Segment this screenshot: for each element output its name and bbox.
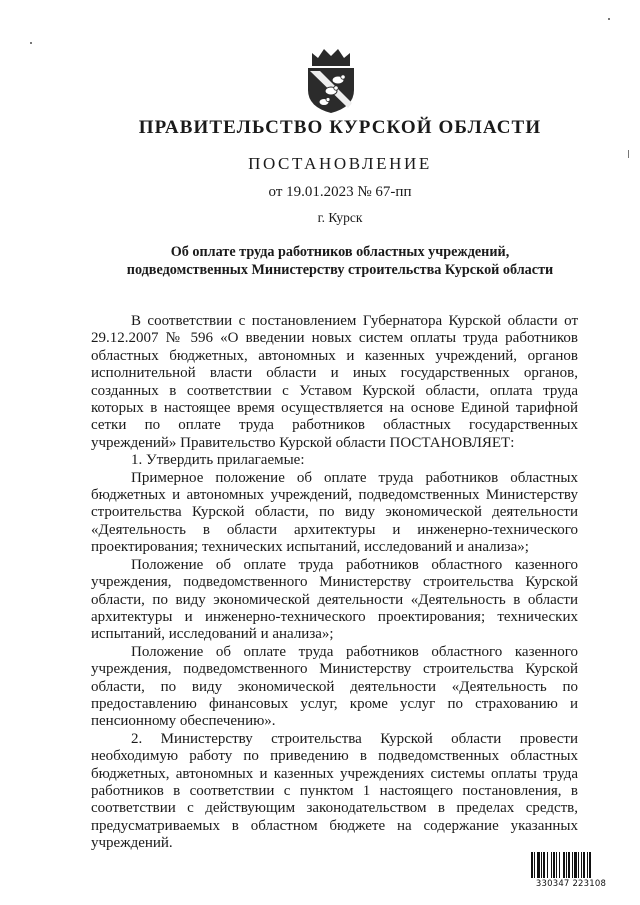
document-type: ПОСТАНОВЛЕНИЕ <box>248 154 432 173</box>
heading-line-2: подведомственных Министерству строительства Курской области <box>126 262 554 278</box>
barcode-icon <box>531 852 611 878</box>
body-paragraph-regulation-2: Положение об оплате труда работников областного казенного учреждения, подведомственного Министерству строительства Курской области, по виду экономической деятельности «Деятельность в области архитектуры и инженерно-технического проектирования; технических испытаний, исследований и анализа»; <box>91 556 578 643</box>
body-paragraph-regulation-3: Положение об оплате труда работников областного казенного учреждения, подведомственного Министерству строительства Курской области, по виду экономической деятельности «Деятельность по предоставлению финансовых услуг, кроме услуг по страхованию и пенсионному обеспечению». <box>91 643 578 730</box>
document-city: г. Курск <box>317 210 363 225</box>
document-date-number: от 19.01.2023 № 67-пп <box>268 184 412 200</box>
document-heading <box>100 243 580 279</box>
scan-speck <box>30 42 32 44</box>
heading-line-1: Об оплате труда работников областных учреждений, <box>170 244 510 260</box>
body-paragraph-regulation-1: Примерное положение об оплате труда работников областных бюджетных и автономных учреждений, подведомственных Министерству строительства Курской области, по виду экономической деятельности «Деятельность в области архитектуры и инженерно-технического проектирования; технических испытаний, исследований и анализа»; <box>91 469 578 556</box>
scan-speck <box>608 18 610 20</box>
barcode-number: 330347 223108 <box>535 879 607 889</box>
scan-speck <box>628 150 629 158</box>
government-title: ПРАВИТЕЛЬСТВО КУРСКОЙ ОБЛАСТИ <box>138 117 542 138</box>
body-paragraph-item-1: 1. Утвердить прилагаемые: <box>131 452 305 469</box>
body-paragraph-preamble: В соответствии с постановлением Губернатора Курской области от 29.12.2007 № 596 «О введении новых систем оплаты труда работников областных бюджетных, автономных и казенных учреждений, органов исполнительной власти области и иных государственных органов, созданных в соответствии с Уставом Курской области, оплата труда которых в настоящее время осуществляется на основе Единой тарифной сетки по оплате труда работников областных государственных учреждений» Правительство Курской области ПОСТАНОВЛЯЕТ: <box>91 313 578 451</box>
document-body <box>91 313 578 853</box>
body-paragraph-item-2: 2. Министерству строительства Курской области провести необходимую работу по приведению в подведомственных областных бюджетных, автономных и казенных учреждениях системы оплаты труда работников в соответствии с пунктом 1 настоящего постановления, в соответствии с действующим законодательством в пределах средств, предусматриваемых в областном бюджете на содержание указанных учреждений. <box>91 730 578 852</box>
kursk-coat-of-arms-icon <box>298 45 364 115</box>
